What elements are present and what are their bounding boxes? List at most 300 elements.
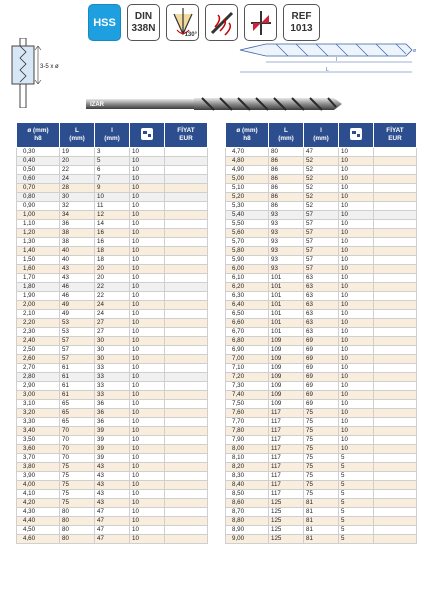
- cell-package-qty: 10: [130, 364, 165, 373]
- cell-package-qty: 10: [339, 409, 374, 418]
- cell-price: [165, 400, 208, 409]
- cell-flute-length: 27: [95, 319, 130, 328]
- cell-price: [165, 445, 208, 454]
- cell-total-length: 49: [60, 301, 95, 310]
- table-row: [226, 463, 417, 472]
- table-row: [17, 337, 208, 346]
- cell-total-length: 101: [269, 319, 304, 328]
- cell-diameter: 2,30: [17, 328, 60, 337]
- cell-total-length: 43: [60, 265, 95, 274]
- cell-package-qty: 10: [130, 508, 165, 517]
- cell-package-qty: 10: [130, 355, 165, 364]
- cell-flute-length: 81: [304, 517, 339, 526]
- table-row: [17, 409, 208, 418]
- cell-diameter: 2,20: [17, 319, 60, 328]
- cell-diameter: 7,20: [226, 373, 269, 382]
- cell-price: [374, 382, 417, 391]
- table-row: [226, 148, 417, 157]
- table-row: [226, 238, 417, 247]
- table-row: [226, 400, 417, 409]
- cell-package-qty: 10: [130, 400, 165, 409]
- cell-price: [374, 310, 417, 319]
- cell-flute-length: 20: [95, 274, 130, 283]
- cell-flute-length: 52: [304, 202, 339, 211]
- table-row: [17, 364, 208, 373]
- cell-package-qty: 10: [339, 247, 374, 256]
- table-row: [226, 310, 417, 319]
- cell-package-qty: 10: [339, 175, 374, 184]
- cell-total-length: 117: [269, 418, 304, 427]
- table-body-left: [17, 148, 208, 544]
- cell-total-length: 117: [269, 445, 304, 454]
- cell-diameter: 5,50: [226, 220, 269, 229]
- cell-flute-length: 11: [95, 202, 130, 211]
- cell-flute-length: 57: [304, 256, 339, 265]
- cell-total-length: 32: [60, 202, 95, 211]
- cell-price: [165, 508, 208, 517]
- cell-price: [374, 481, 417, 490]
- table-row: [226, 535, 417, 544]
- cell-diameter: 5,10: [226, 184, 269, 193]
- cell-flute-length: 57: [304, 229, 339, 238]
- cell-price: [165, 454, 208, 463]
- cell-flute-length: 57: [304, 247, 339, 256]
- table-row: [17, 175, 208, 184]
- table-row: [17, 400, 208, 409]
- cell-package-qty: 10: [339, 157, 374, 166]
- cell-flute-length: 22: [95, 292, 130, 301]
- cell-diameter: 4,80: [226, 157, 269, 166]
- cell-price: [165, 382, 208, 391]
- cell-package-qty: 10: [339, 148, 374, 157]
- cell-diameter: 6,60: [226, 319, 269, 328]
- cell-package-qty: 10: [339, 310, 374, 319]
- cell-flute-length: 43: [95, 490, 130, 499]
- cell-price: [165, 364, 208, 373]
- cell-diameter: 5,00: [226, 175, 269, 184]
- cell-flute-length: 43: [95, 463, 130, 472]
- cell-flute-length: 6: [95, 166, 130, 175]
- din-line2: 338N: [131, 22, 156, 34]
- cell-flute-length: 33: [95, 391, 130, 400]
- cell-flute-length: 30: [95, 346, 130, 355]
- table-row: [226, 454, 417, 463]
- cell-flute-length: 33: [95, 364, 130, 373]
- cell-total-length: 93: [269, 247, 304, 256]
- table-row: [17, 265, 208, 274]
- cell-total-length: 86: [269, 157, 304, 166]
- cell-diameter: 6,20: [226, 283, 269, 292]
- cell-diameter: 6,50: [226, 310, 269, 319]
- cell-total-length: 86: [269, 166, 304, 175]
- cell-diameter: 7,10: [226, 364, 269, 373]
- cell-flute-length: 16: [95, 229, 130, 238]
- cell-package-qty: 10: [130, 229, 165, 238]
- cell-diameter: 6,10: [226, 274, 269, 283]
- cell-flute-length: 39: [95, 454, 130, 463]
- cell-flute-length: 75: [304, 481, 339, 490]
- cell-diameter: 3,90: [17, 472, 60, 481]
- cell-price: [374, 454, 417, 463]
- cell-price: [374, 166, 417, 175]
- cell-total-length: 46: [60, 292, 95, 301]
- cell-total-length: 117: [269, 472, 304, 481]
- cell-flute-length: 75: [304, 490, 339, 499]
- cell-diameter: 3,80: [17, 463, 60, 472]
- cell-package-qty: 5: [339, 463, 374, 472]
- table-row: [226, 391, 417, 400]
- cell-diameter: 7,70: [226, 418, 269, 427]
- cell-package-qty: 10: [130, 418, 165, 427]
- cell-diameter: 4,10: [17, 490, 60, 499]
- cell-total-length: 70: [60, 445, 95, 454]
- cell-price: [374, 184, 417, 193]
- cell-diameter: 3,50: [17, 436, 60, 445]
- cell-price: [165, 409, 208, 418]
- table-row: [17, 274, 208, 283]
- cell-price: [374, 355, 417, 364]
- cell-diameter: 3,70: [17, 454, 60, 463]
- cell-diameter: 5,40: [226, 211, 269, 220]
- table-row: [226, 373, 417, 382]
- cell-flute-length: 81: [304, 499, 339, 508]
- cell-diameter: 6,90: [226, 346, 269, 355]
- cell-flute-length: 75: [304, 445, 339, 454]
- cell-price: [374, 445, 417, 454]
- cell-flute-length: 14: [95, 220, 130, 229]
- cell-diameter: 5,20: [226, 193, 269, 202]
- cell-flute-length: 30: [95, 337, 130, 346]
- header-area: [0, 0, 424, 120]
- drill-size-table-left: [16, 122, 208, 544]
- cell-flute-length: 69: [304, 382, 339, 391]
- cell-diameter: 3,30: [17, 418, 60, 427]
- cell-package-qty: 10: [130, 346, 165, 355]
- cell-diameter: 3,10: [17, 400, 60, 409]
- table-row: [226, 265, 417, 274]
- cell-total-length: 86: [269, 202, 304, 211]
- cell-total-length: 80: [60, 517, 95, 526]
- cell-total-length: 61: [60, 364, 95, 373]
- cell-diameter: 7,40: [226, 391, 269, 400]
- cell-package-qty: 10: [130, 202, 165, 211]
- cell-price: [165, 301, 208, 310]
- cell-total-length: 93: [269, 238, 304, 247]
- table-row: [226, 346, 417, 355]
- cell-total-length: 109: [269, 364, 304, 373]
- cell-diameter: 8,80: [226, 517, 269, 526]
- cell-price: [374, 211, 417, 220]
- cell-diameter: 0,90: [17, 202, 60, 211]
- cell-price: [165, 490, 208, 499]
- cell-total-length: 57: [60, 337, 95, 346]
- cell-package-qty: 10: [130, 454, 165, 463]
- cell-diameter: 7,80: [226, 427, 269, 436]
- table-row: [17, 157, 208, 166]
- table-row: [226, 481, 417, 490]
- table-row: [17, 319, 208, 328]
- cell-diameter: 2,10: [17, 310, 60, 319]
- cell-diameter: 8,50: [226, 490, 269, 499]
- cell-total-length: 75: [60, 499, 95, 508]
- ref-line2: 1013: [290, 22, 313, 34]
- table-row: [226, 328, 417, 337]
- cell-price: [165, 229, 208, 238]
- cell-total-length: 101: [269, 274, 304, 283]
- cell-total-length: 40: [60, 256, 95, 265]
- total-length-label: L: [326, 67, 329, 73]
- cell-price: [374, 220, 417, 229]
- cell-diameter: 3,00: [17, 391, 60, 400]
- cell-diameter: 1,20: [17, 229, 60, 238]
- cell-flute-length: 5: [95, 157, 130, 166]
- col-diameter: ø (mm) h8: [226, 123, 269, 148]
- cell-price: [165, 526, 208, 535]
- cell-total-length: 53: [60, 328, 95, 337]
- cutting-edge-icon: [247, 7, 275, 39]
- table-row: [17, 247, 208, 256]
- cell-flute-length: 52: [304, 166, 339, 175]
- cell-price: [374, 265, 417, 274]
- table-row: [17, 463, 208, 472]
- cell-total-length: 109: [269, 346, 304, 355]
- cell-package-qty: 5: [339, 526, 374, 535]
- cell-package-qty: 10: [130, 328, 165, 337]
- table-row: [17, 436, 208, 445]
- cell-flute-length: 75: [304, 454, 339, 463]
- cell-flute-length: 69: [304, 337, 339, 346]
- cell-diameter: 0,60: [17, 175, 60, 184]
- cell-diameter: 2,40: [17, 337, 60, 346]
- cell-package-qty: 5: [339, 481, 374, 490]
- cell-package-qty: 10: [339, 301, 374, 310]
- cell-price: [374, 148, 417, 157]
- cell-flute-length: 47: [95, 535, 130, 544]
- cell-flute-length: 63: [304, 274, 339, 283]
- table-row: [17, 238, 208, 247]
- cell-price: [374, 247, 417, 256]
- table-row: [226, 301, 417, 310]
- cell-price: [165, 481, 208, 490]
- cell-total-length: 75: [60, 463, 95, 472]
- table-row: [226, 526, 417, 535]
- cell-price: [374, 526, 417, 535]
- cell-total-length: 117: [269, 409, 304, 418]
- cell-price: [374, 175, 417, 184]
- cell-flute-length: 30: [95, 355, 130, 364]
- cell-price: [165, 319, 208, 328]
- cell-total-length: 57: [60, 355, 95, 364]
- cell-package-qty: 10: [130, 247, 165, 256]
- table-row: [226, 499, 417, 508]
- table-row: [226, 364, 417, 373]
- cell-diameter: 7,60: [226, 409, 269, 418]
- cell-package-qty: 10: [339, 418, 374, 427]
- cell-price: [165, 247, 208, 256]
- cell-price: [165, 256, 208, 265]
- cell-package-qty: 5: [339, 472, 374, 481]
- cell-flute-length: 43: [95, 499, 130, 508]
- col-flute-length: l (mm): [304, 123, 339, 148]
- cell-package-qty: 10: [130, 499, 165, 508]
- cell-total-length: 93: [269, 229, 304, 238]
- cell-total-length: 46: [60, 283, 95, 292]
- cell-flute-length: 12: [95, 211, 130, 220]
- cell-flute-length: 63: [304, 283, 339, 292]
- cell-total-length: 101: [269, 283, 304, 292]
- cell-package-qty: 10: [339, 292, 374, 301]
- cell-package-qty: 10: [130, 391, 165, 400]
- table-row: [17, 184, 208, 193]
- cell-diameter: 1,50: [17, 256, 60, 265]
- cell-package-qty: 10: [130, 292, 165, 301]
- cell-price: [374, 490, 417, 499]
- cell-total-length: 22: [60, 166, 95, 175]
- cell-package-qty: 10: [339, 391, 374, 400]
- col-package-qty: [130, 123, 165, 148]
- cell-total-length: 101: [269, 310, 304, 319]
- table-row: [226, 355, 417, 364]
- cell-flute-length: 52: [304, 157, 339, 166]
- cutting-edge-badge: [244, 4, 277, 41]
- cell-package-qty: 10: [339, 202, 374, 211]
- cell-total-length: 109: [269, 391, 304, 400]
- cell-total-length: 86: [269, 175, 304, 184]
- cell-diameter: 3,40: [17, 427, 60, 436]
- cell-total-length: 70: [60, 436, 95, 445]
- table-row: [226, 229, 417, 238]
- cell-price: [165, 238, 208, 247]
- cell-diameter: 5,80: [226, 247, 269, 256]
- cell-package-qty: 5: [339, 490, 374, 499]
- table-row: [226, 418, 417, 427]
- cell-total-length: 19: [60, 148, 95, 157]
- table-row: [17, 391, 208, 400]
- cell-price: [165, 157, 208, 166]
- cell-price: [374, 409, 417, 418]
- cell-flute-length: 33: [95, 373, 130, 382]
- cell-diameter: 2,90: [17, 382, 60, 391]
- cell-flute-length: 43: [95, 472, 130, 481]
- cell-price: [165, 265, 208, 274]
- cell-flute-length: 63: [304, 310, 339, 319]
- cell-total-length: 38: [60, 238, 95, 247]
- cell-price: [374, 292, 417, 301]
- cell-flute-length: 57: [304, 238, 339, 247]
- table-row: [17, 148, 208, 157]
- cell-diameter: 0,80: [17, 193, 60, 202]
- cell-package-qty: 10: [339, 274, 374, 283]
- table-row: [17, 382, 208, 391]
- cell-price: [165, 535, 208, 544]
- cell-total-length: 61: [60, 382, 95, 391]
- cell-diameter: 8,20: [226, 463, 269, 472]
- cell-package-qty: 10: [339, 427, 374, 436]
- cell-price: [374, 301, 417, 310]
- cell-price: [165, 463, 208, 472]
- cell-package-qty: 5: [339, 508, 374, 517]
- cell-total-length: 117: [269, 490, 304, 499]
- cell-price: [374, 373, 417, 382]
- cell-package-qty: 10: [130, 175, 165, 184]
- cell-price: [374, 499, 417, 508]
- cell-total-length: 101: [269, 328, 304, 337]
- cell-package-qty: 10: [339, 382, 374, 391]
- cell-price: [165, 328, 208, 337]
- cell-flute-length: 75: [304, 463, 339, 472]
- cell-flute-length: 39: [95, 427, 130, 436]
- cell-total-length: 75: [60, 472, 95, 481]
- cell-package-qty: 10: [339, 184, 374, 193]
- cell-flute-length: 33: [95, 382, 130, 391]
- cell-package-qty: 10: [339, 256, 374, 265]
- cell-diameter: 8,60: [226, 499, 269, 508]
- cell-price: [374, 256, 417, 265]
- cell-total-length: 125: [269, 526, 304, 535]
- cell-price: [165, 355, 208, 364]
- cell-flute-length: 69: [304, 364, 339, 373]
- cell-total-length: 49: [60, 310, 95, 319]
- cell-total-length: 40: [60, 247, 95, 256]
- cell-package-qty: 5: [339, 535, 374, 544]
- din-line1: DIN: [134, 10, 153, 22]
- cell-diameter: 9,00: [226, 535, 269, 544]
- cell-package-qty: 10: [339, 319, 374, 328]
- cell-package-qty: 10: [130, 148, 165, 157]
- cell-package-qty: 10: [130, 256, 165, 265]
- table-row: [226, 211, 417, 220]
- cell-package-qty: 10: [130, 445, 165, 454]
- cell-diameter: 6,40: [226, 301, 269, 310]
- table-row: [226, 337, 417, 346]
- cell-total-length: 117: [269, 454, 304, 463]
- cell-package-qty: 10: [339, 346, 374, 355]
- table-row: [17, 508, 208, 517]
- cell-total-length: 20: [60, 157, 95, 166]
- cell-flute-length: 27: [95, 328, 130, 337]
- col-total-length: L (mm): [269, 123, 304, 148]
- cell-price: [165, 202, 208, 211]
- cell-total-length: 30: [60, 193, 95, 202]
- cell-flute-length: 57: [304, 265, 339, 274]
- cell-price: [165, 184, 208, 193]
- cell-flute-length: 43: [95, 481, 130, 490]
- col-diameter: ø (mm) h8: [17, 123, 60, 148]
- cell-price: [165, 220, 208, 229]
- cell-package-qty: 5: [339, 499, 374, 508]
- cell-total-length: 53: [60, 319, 95, 328]
- spec-badges: [88, 4, 320, 41]
- cell-package-qty: 10: [130, 490, 165, 499]
- cell-total-length: 80: [269, 148, 304, 157]
- cell-flute-length: 47: [95, 526, 130, 535]
- cell-diameter: 2,50: [17, 346, 60, 355]
- col-total-length: L (mm): [60, 123, 95, 148]
- cell-total-length: 34: [60, 211, 95, 220]
- table-body-right: [226, 148, 417, 544]
- table-row: [17, 490, 208, 499]
- cell-diameter: 2,70: [17, 364, 60, 373]
- cell-price: [374, 517, 417, 526]
- cell-flute-length: 63: [304, 301, 339, 310]
- cell-price: [165, 175, 208, 184]
- cell-diameter: 1,00: [17, 211, 60, 220]
- cell-total-length: 117: [269, 436, 304, 445]
- cell-flute-length: 69: [304, 391, 339, 400]
- cell-flute-length: 69: [304, 373, 339, 382]
- drill-depth-diagram: [2, 38, 82, 113]
- din-badge: [127, 4, 160, 41]
